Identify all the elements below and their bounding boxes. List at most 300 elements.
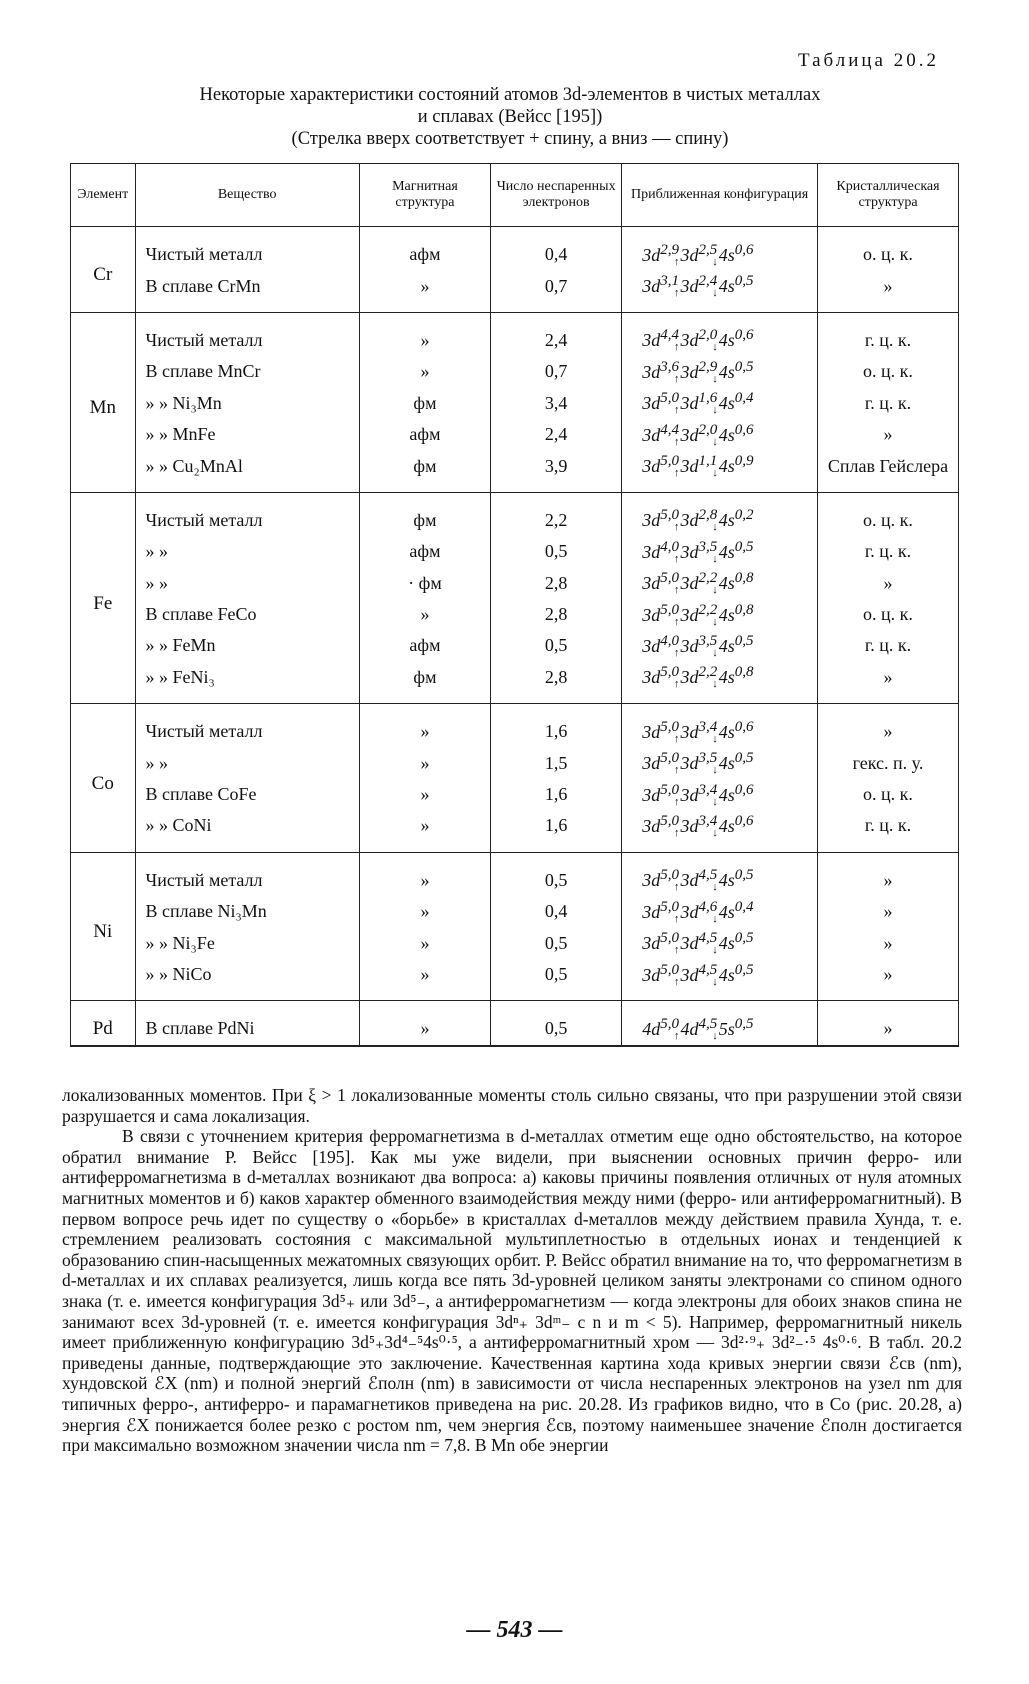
arrow-down-icon: ↓ (712, 881, 718, 894)
config-part: 3d (680, 361, 699, 382)
data-table (70, 163, 959, 1047)
config-part: 3d (642, 361, 661, 382)
caption-line-2: и сплавах (Вейсс [195]) (417, 107, 603, 127)
config-part: 3d (642, 393, 661, 414)
config-part: 4s (718, 276, 735, 297)
config-part: 3d (642, 330, 661, 351)
crystal-cell: г. ц. к. (818, 388, 959, 419)
arrow-down-icon: ↓ (712, 764, 718, 777)
crystal-cell: » (818, 896, 959, 927)
element-cell: Pd (71, 1001, 136, 1046)
config-part: 0,5 (734, 867, 754, 884)
arrow-down-icon: ↓ (712, 678, 718, 691)
config-cell (622, 896, 818, 927)
config-part: 0,6 (734, 718, 754, 735)
config-part: 0,5 (734, 632, 754, 649)
unpaired-cell: 0,7 (491, 356, 622, 387)
header-element: Элемент (71, 164, 136, 227)
crystal-cell: о. ц. к. (818, 492, 959, 536)
config-part: 3d (680, 635, 699, 656)
arrow-down-icon: ↓ (712, 615, 718, 628)
substance-cell: Чистый металл (135, 312, 359, 356)
arrow-down-icon: ↓ (712, 255, 718, 268)
config-part: 5,0 (660, 930, 679, 947)
config-part: 4s (718, 361, 735, 382)
config-part: 4s (718, 456, 735, 477)
config-part: 5,0 (660, 867, 679, 884)
arrow-up-icon: ↑ (674, 826, 680, 839)
element-cell: Cr (71, 227, 136, 313)
config-part: 1,1 (698, 453, 718, 470)
config-cell (622, 662, 818, 704)
magnetic-cell: фм (359, 450, 490, 492)
config-part: 4,0 (660, 632, 679, 649)
table-row (71, 227, 959, 271)
arrow-down-icon: ↓ (712, 372, 718, 385)
config-part: 3d (642, 933, 661, 954)
paragraph-2: В связи с уточнением критерия ферромагнетизма в d-металлах отметим еще одно обстоятельство, на которое обратил внимание Р. Вейсс [195]. Как мы уже видели, при выяснении основных причин ферро- или антиферромагнетизма в d-металлах возникают два вопроса: а) каковы причины появления отличных от нуля атомных магнитных моментов и б) каков характер обменного взаимодействия между ними (ферро- или антиферромагнитный). В первом вопросе речь идет по существу о «борьбе» в кристаллах d-металлов между действием правила Хунда, т. е. стремлением реализовать состояния с максимальной мультиплетностью в отдельных ионах и тенденцией к образованию спин-насыщенных межатомных связующих орбит. Р. Вейсс обратил внимание на то, что ферромагнетизм в d-металлах и их сплавах реализуется, лишь когда все пять 3d-уровней целиком заняты электронами со спином одного знака (т. е. имеется конфигурация 3d⁵₊ или 3d⁵₋, а антиферромагнетизм — когда электроны для обоих знаков спина не занимают всех 3d-уровней (т. е. имеется конфигурация 3dⁿ₊ 3dᵐ₋ с n и m < 5). Например, ферромагнитный никель имеет приближенную конфигурацию 3d⁵₊3d⁴₋⁵4s⁰·⁵, а антиферромагнитный хром — 3d²·⁹₊ 3d²₋·⁵ 4s⁰·⁶. В табл. 20.2 приведены данные, подтверждающие это заключение. Качественная картина хода кривых энергии связи ℰсв (nm), хундовской ℰX (nm) и полной энергий ℰполн (nm) в зависимости от числа неспаренных электронов на узел nm для типичных ферро-, антиферро- и парамагнетиков приведена на рис. 20.28. Из графиков видно, что в Co (рис. 20.28, а) энергия ℰX понижается более резко с ростом nm, чем энергия ℰсв, поэтому наименьшее значение ℰполн достигается при максимально возможном значении числа nm = 7,8. В Mn обе энергии (62, 1126, 963, 1456)
magnetic-cell: » (359, 852, 490, 896)
unpaired-cell: 1,5 (491, 747, 622, 778)
unpaired-cell: 0,5 (491, 536, 622, 567)
config-part: 3d (642, 721, 661, 742)
arrow-down-icon: ↓ (712, 341, 718, 354)
config-part: 3,4 (698, 812, 718, 829)
config-part: 3d (680, 393, 699, 414)
substance-cell: » » (135, 747, 359, 778)
magnetic-cell: » (359, 312, 490, 356)
config-part: 3d (642, 870, 661, 891)
page-number: — 543 — (466, 1617, 563, 1643)
crystal-cell: » (818, 852, 959, 896)
table-caption (60, 84, 960, 150)
config-part: 3d (680, 901, 699, 922)
config-part: 2,9 (660, 241, 679, 258)
magnetic-cell: » (359, 1001, 490, 1046)
config-part: 0,2 (734, 507, 754, 524)
crystal-cell: г. ц. к. (818, 630, 959, 661)
substance-cell: » » Cu₂MnAl (135, 450, 359, 492)
arrow-down-icon: ↓ (712, 467, 718, 480)
config-cell (622, 779, 818, 810)
unpaired-cell: 0,5 (491, 630, 622, 661)
config-cell (622, 492, 818, 536)
unpaired-cell: 3,9 (491, 450, 622, 492)
config-part: 0,6 (734, 241, 754, 258)
config-part: 0,5 (734, 930, 754, 947)
unpaired-cell: 2,2 (491, 492, 622, 536)
unpaired-cell: 2,8 (491, 662, 622, 704)
config-part: 2,9 (698, 358, 718, 375)
config-part: 3,4 (698, 781, 718, 798)
config-part: 4s (718, 330, 735, 351)
config-part: 3d (680, 424, 699, 445)
config-part: 5,0 (660, 601, 679, 618)
config-cell (622, 630, 818, 661)
arrow-down-icon: ↓ (712, 1029, 718, 1042)
element-cell: Mn (71, 312, 136, 492)
arrow-up-icon: ↑ (674, 678, 680, 691)
config-part: 3d (680, 604, 699, 625)
config-part: 3d (680, 456, 699, 477)
config-cell (622, 1001, 818, 1046)
config-part: 3d (680, 784, 699, 805)
config-part: 4s (718, 510, 735, 531)
config-cell (622, 227, 818, 271)
config-part: 3d (642, 901, 661, 922)
magnetic-cell: фм (359, 388, 490, 419)
crystal-cell: гекс. п. у. (818, 747, 959, 778)
crystal-cell: о. ц. к. (818, 356, 959, 387)
config-part: 5,0 (660, 898, 679, 915)
config-part: 3d (680, 721, 699, 742)
crystal-cell: » (818, 662, 959, 704)
config-part: 0,4 (734, 898, 754, 915)
config-part: 5,0 (660, 390, 679, 407)
config-cell (622, 810, 818, 852)
config-part: 4,5 (698, 1015, 718, 1032)
arrow-down-icon: ↓ (712, 795, 718, 808)
config-part: 4s (718, 244, 735, 265)
crystal-cell: » (818, 270, 959, 312)
config-part: 3d (642, 753, 661, 774)
arrow-up-icon: ↑ (674, 467, 680, 480)
config-part: 4d (642, 1018, 661, 1039)
arrow-up-icon: ↑ (674, 615, 680, 628)
arrow-up-icon: ↑ (674, 584, 680, 597)
substance-cell: В сплаве CoFe (135, 779, 359, 810)
config-part: 3d (642, 667, 661, 688)
config-part: 2,0 (698, 421, 718, 438)
config-part: 4,6 (698, 898, 718, 915)
arrow-up-icon: ↑ (674, 881, 680, 894)
magnetic-cell: » (359, 747, 490, 778)
config-part: 2,2 (698, 570, 718, 587)
magnetic-cell: фм (359, 492, 490, 536)
config-part: 3d (680, 815, 699, 836)
config-part: 0,8 (734, 664, 754, 681)
arrow-down-icon: ↓ (712, 552, 718, 565)
config-part: 5,0 (660, 664, 679, 681)
arrow-down-icon: ↓ (712, 944, 718, 957)
config-part: 2,2 (698, 664, 718, 681)
config-part: 5,0 (660, 961, 679, 978)
unpaired-cell: 3,4 (491, 388, 622, 419)
caption-line-3: (Стрелка вверх соответствует + спину, а вниз — спину) (291, 129, 729, 149)
arrow-up-icon: ↑ (674, 975, 680, 988)
arrow-up-icon: ↑ (674, 341, 680, 354)
config-part: 3d (642, 541, 661, 562)
config-part: 4s (718, 573, 735, 594)
header-substance: Вещество (135, 164, 359, 227)
unpaired-cell: 0,5 (491, 927, 622, 958)
table-row (71, 419, 959, 450)
crystal-cell: » (818, 704, 959, 748)
config-part: 0,8 (734, 570, 754, 587)
crystal-cell: о. ц. к. (818, 599, 959, 630)
substance-cell: В сплаве PdNi (135, 1001, 359, 1046)
config-part: 4,5 (698, 961, 718, 978)
unpaired-cell: 0,4 (491, 896, 622, 927)
crystal-cell: о. ц. к. (818, 779, 959, 810)
config-part: 4,4 (660, 327, 679, 344)
unpaired-cell: 2,8 (491, 599, 622, 630)
arrow-down-icon: ↓ (712, 826, 718, 839)
table-body (71, 227, 959, 1046)
config-part: 2,8 (698, 507, 718, 524)
config-part: 5,0 (660, 1015, 679, 1032)
crystal-cell: г. ц. к. (818, 536, 959, 567)
magnetic-cell: афм (359, 536, 490, 567)
config-part: 0,9 (734, 453, 754, 470)
table-row (71, 704, 959, 748)
config-part: 4s (718, 541, 735, 562)
config-part: 3,4 (698, 718, 718, 735)
config-part: 3,5 (698, 538, 718, 555)
config-part: 5,0 (660, 781, 679, 798)
config-part: 3d (642, 784, 661, 805)
config-part: 5,0 (660, 507, 679, 524)
config-cell (622, 568, 818, 599)
table-header-row (71, 164, 959, 227)
config-part: 3,1 (660, 273, 679, 290)
config-cell (622, 959, 818, 1001)
arrow-up-icon: ↑ (674, 912, 680, 925)
table-row (71, 450, 959, 492)
arrow-up-icon: ↑ (674, 521, 680, 534)
substance-cell: » » (135, 536, 359, 567)
unpaired-cell: 0,7 (491, 270, 622, 312)
unpaired-cell: 2,8 (491, 568, 622, 599)
arrow-up-icon: ↑ (674, 1029, 680, 1042)
config-part: 0,6 (734, 327, 754, 344)
magnetic-cell: афм (359, 630, 490, 661)
config-part: 4s (718, 964, 735, 985)
crystal-cell: Сплав Гейслера (818, 450, 959, 492)
magnetic-cell: » (359, 959, 490, 1001)
unpaired-cell: 0,5 (491, 959, 622, 1001)
arrow-up-icon: ↑ (674, 646, 680, 659)
config-part: 0,6 (734, 812, 754, 829)
table-row (71, 312, 959, 356)
config-cell (622, 599, 818, 630)
table-row (71, 896, 959, 927)
substance-cell: Чистый металл (135, 492, 359, 536)
arrow-up-icon: ↑ (674, 552, 680, 565)
config-part: 5,0 (660, 570, 679, 587)
config-part: 4s (718, 424, 735, 445)
table-row (71, 568, 959, 599)
element-cell: Co (71, 704, 136, 853)
table-row (71, 536, 959, 567)
config-part: 2,4 (698, 273, 718, 290)
table-row (71, 1001, 959, 1046)
magnetic-cell: » (359, 599, 490, 630)
crystal-cell: » (818, 959, 959, 1001)
config-cell (622, 388, 818, 419)
substance-cell: » » (135, 568, 359, 599)
config-part: 0,5 (734, 273, 754, 290)
config-part: 1,6 (698, 390, 718, 407)
caption-line-1: Некоторые характеристики состояний атомов 3d-элементов в чистых металлах (199, 85, 821, 105)
config-part: 3d (642, 456, 661, 477)
arrow-down-icon: ↓ (712, 404, 718, 417)
config-cell (622, 270, 818, 312)
config-part: 4s (718, 635, 735, 656)
arrow-down-icon: ↓ (712, 732, 718, 745)
table-row (71, 747, 959, 778)
arrow-up-icon: ↑ (674, 372, 680, 385)
config-part: 3d (642, 604, 661, 625)
arrow-up-icon: ↑ (674, 944, 680, 957)
table-row (71, 492, 959, 536)
config-cell (622, 747, 818, 778)
magnetic-cell: » (359, 704, 490, 748)
config-cell (622, 312, 818, 356)
arrow-down-icon: ↓ (712, 584, 718, 597)
config-part: 3d (680, 870, 699, 891)
substance-cell: Чистый металл (135, 704, 359, 748)
config-part: 4s (718, 667, 735, 688)
substance-cell: » » MnFe (135, 419, 359, 450)
unpaired-cell: 0,4 (491, 227, 622, 271)
config-part: 2,2 (698, 601, 718, 618)
arrow-up-icon: ↑ (674, 404, 680, 417)
table-row (71, 927, 959, 958)
config-cell (622, 927, 818, 958)
substance-cell: В сплаве CrMn (135, 270, 359, 312)
magnetic-cell: » (359, 927, 490, 958)
table-row (71, 959, 959, 1001)
element-cell: Ni (71, 852, 136, 1001)
table-row (71, 599, 959, 630)
header-unpaired: Число неспаренных электронов (491, 164, 622, 227)
config-part: 0,5 (734, 750, 754, 767)
config-part: 4,0 (660, 538, 679, 555)
table-row (71, 270, 959, 312)
arrow-down-icon: ↓ (712, 646, 718, 659)
config-part: 3d (680, 753, 699, 774)
unpaired-cell: 1,6 (491, 704, 622, 748)
magnetic-cell: » (359, 896, 490, 927)
unpaired-cell: 0,5 (491, 852, 622, 896)
config-part: 0,5 (734, 538, 754, 555)
arrow-down-icon: ↓ (712, 435, 718, 448)
config-part: 5,0 (660, 812, 679, 829)
arrow-up-icon: ↑ (674, 435, 680, 448)
config-part: 2,5 (698, 241, 718, 258)
substance-cell: » » FeMn (135, 630, 359, 661)
crystal-cell: о. ц. к. (818, 227, 959, 271)
config-part: 3d (642, 244, 661, 265)
config-part: 3d (642, 276, 661, 297)
unpaired-cell: 1,6 (491, 810, 622, 852)
config-part: 3,6 (660, 358, 679, 375)
config-part: 0,5 (734, 1015, 754, 1032)
config-part: 3d (680, 964, 699, 985)
substance-cell: » » CoNi (135, 810, 359, 852)
config-part: 5,0 (660, 718, 679, 735)
arrow-down-icon: ↓ (712, 521, 718, 534)
magnetic-cell: » (359, 810, 490, 852)
arrow-up-icon: ↑ (674, 795, 680, 808)
substance-cell: » » NiCo (135, 959, 359, 1001)
config-cell (622, 450, 818, 492)
config-part: 4s (718, 870, 735, 891)
config-cell (622, 704, 818, 748)
config-cell (622, 852, 818, 896)
config-part: 0,8 (734, 601, 754, 618)
table-row (71, 662, 959, 704)
config-part: 4,5 (698, 930, 718, 947)
crystal-cell: » (818, 1001, 959, 1046)
config-part: 3d (680, 541, 699, 562)
config-part: 4s (718, 901, 735, 922)
config-part: 4s (718, 393, 735, 414)
config-part: 4d (680, 1018, 699, 1039)
config-part: 2,0 (698, 327, 718, 344)
config-part: 3d (642, 424, 661, 445)
config-part: 3d (642, 635, 661, 656)
table-row (71, 779, 959, 810)
config-part: 3d (680, 573, 699, 594)
config-part: 5s (718, 1018, 735, 1039)
config-part: 4s (718, 815, 735, 836)
substance-cell: » » FeNi₃ (135, 662, 359, 704)
config-part: 3d (680, 667, 699, 688)
config-part: 3d (642, 573, 661, 594)
element-cell: Fe (71, 492, 136, 703)
config-cell (622, 356, 818, 387)
substance-cell: » » Ni₃Mn (135, 388, 359, 419)
table-row (71, 852, 959, 896)
crystal-cell: » (818, 927, 959, 958)
arrow-up-icon: ↑ (674, 255, 680, 268)
substance-cell: Чистый металл (135, 227, 359, 271)
table-row (71, 356, 959, 387)
config-part: 4s (718, 784, 735, 805)
arrow-down-icon: ↓ (712, 912, 718, 925)
config-part: 4s (718, 753, 735, 774)
config-part: 0,5 (734, 961, 754, 978)
config-part: 3d (680, 244, 699, 265)
unpaired-cell: 2,4 (491, 312, 622, 356)
crystal-cell: » (818, 568, 959, 599)
arrow-up-icon: ↑ (674, 764, 680, 777)
config-part: 3d (680, 330, 699, 351)
substance-cell: В сплаве FeCo (135, 599, 359, 630)
config-part: 4,5 (698, 867, 718, 884)
arrow-down-icon: ↓ (712, 287, 718, 300)
table-label: Таблица 20.2 (797, 50, 939, 71)
magnetic-cell: афм (359, 227, 490, 271)
config-part: 4s (718, 604, 735, 625)
magnetic-cell: » (359, 779, 490, 810)
header-crystal: Кристаллическая структура (818, 164, 959, 227)
arrow-down-icon: ↓ (712, 975, 718, 988)
config-part: 4,4 (660, 421, 679, 438)
substance-cell: » » Ni₃Fe (135, 927, 359, 958)
config-part: 3d (642, 964, 661, 985)
magnetic-cell: » (359, 270, 490, 312)
config-part: 3d (680, 276, 699, 297)
paragraph-1: локализованных моментов. При ξ > 1 локализованные моменты столь сильно связаны, что при разрушении этой связи разрушается и сама локализация. (62, 1085, 962, 1126)
magnetic-cell: афм (359, 419, 490, 450)
table-row (71, 388, 959, 419)
config-part: 0,6 (734, 421, 754, 438)
crystal-cell: г. ц. к. (818, 810, 959, 852)
config-part: 3d (680, 933, 699, 954)
